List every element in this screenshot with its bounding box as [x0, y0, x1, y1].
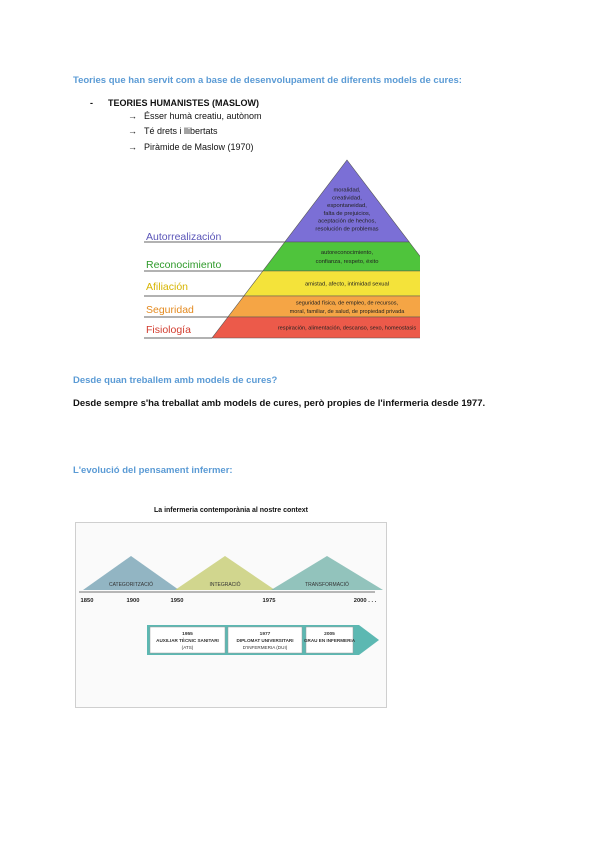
milestone-subtext: D'INFERMERIA (DUI) [242, 645, 288, 650]
since-when-paragraph: Desde sempre s'ha treballat amb models de cures, però propies de l'infermeria desde 1977. [73, 398, 486, 409]
humanist-sub-item [128, 111, 262, 121]
heading-since-when: Desde quan treballem amb models de cures? [73, 375, 278, 386]
arrow-right-icon: → [128, 142, 137, 152]
humanist-theories-item [90, 98, 259, 108]
phase-label: TRANSFORMACIÓ [305, 582, 349, 588]
pyramid-level-label: Autorrealización [146, 231, 222, 243]
arrow-right-icon: → [128, 126, 137, 136]
phase-label: CATEGORITZACIÓ [108, 582, 154, 588]
dash-bullet: - [90, 98, 93, 108]
timeline-year: 1950 [170, 598, 184, 604]
pyramid-level-text: seguridad física, de empleo, de recursos, [295, 300, 399, 307]
milestone-text: AUXILIAR TÈCNIC SANITARI [156, 638, 219, 643]
nursing-timeline [75, 522, 387, 708]
arrow-right-icon: → [128, 111, 137, 121]
pyramid-level-text: aceptación de hechos, [317, 218, 377, 225]
pyramid-level-text: moral, familiar, de salud, de propiedad privada [289, 308, 405, 315]
heading-care-models: Teories que han servit com a base de desenvolupament de diferents models de cures: [73, 75, 462, 86]
pyramid-level-text: resolución de problemas [315, 226, 379, 233]
timeline-title: La infermeria contemporània al nostre context [153, 507, 309, 514]
humanist-theories-title: TEORIES HUMANISTES (MASLOW) [108, 98, 259, 108]
pyramid-level-text: espontaneidad, [327, 203, 367, 210]
milestone-subtext: (ATS) [181, 645, 194, 650]
maslow-pyramid [140, 158, 420, 343]
timeline-year: 1850 [80, 598, 94, 604]
pyramid-level-label: Afiliación [146, 281, 189, 293]
sub-item-text: Té drets i llibertats [144, 126, 218, 136]
pyramid-level-label: Reconocimiento [146, 259, 222, 271]
pyramid-level-text: confianza, respeto, éxito [315, 259, 379, 265]
pyramid-level [263, 242, 420, 271]
milestone-text: DIPLOMAT UNIVERSITARI [236, 638, 294, 643]
milestone-year: 1977 [259, 632, 271, 637]
humanist-sub-item [128, 142, 254, 152]
sub-item-text: Ésser humà creatiu, autònom [144, 111, 262, 121]
timeline-year: 1900 [126, 598, 140, 604]
pyramid-level-text: respiración, alimentación, descanso, sexo, homeostasis [277, 325, 417, 332]
pyramid-level-text: amistad, afecto, intimidad sexual [304, 281, 390, 288]
pyramid-level-text: autoreconocimiento, [320, 250, 374, 256]
sub-item-text: Piràmide de Maslow (1970) [144, 142, 254, 152]
milestone-year: 1955 [182, 632, 193, 637]
pyramid-level-text: moralidad, [333, 187, 361, 194]
timeline-year: 2000 . . . [353, 598, 377, 604]
pyramid-level-text: falta de prejuicios, [323, 210, 371, 217]
pyramid-level-label: Seguridad [146, 304, 194, 316]
heading-evolution: L'evolució del pensament infermer: [73, 465, 233, 476]
pyramid-level-text: creatividad, [332, 195, 362, 202]
milestone-year: 2005 [324, 632, 335, 637]
phase-label: INTEGRACIÓ [209, 582, 241, 588]
pyramid-level-label: Fisiología [146, 324, 191, 336]
humanist-sub-item [128, 126, 218, 136]
milestone-text: GRAU EN INFERMERIA [303, 638, 356, 643]
timeline-year: 1975 [262, 598, 276, 604]
